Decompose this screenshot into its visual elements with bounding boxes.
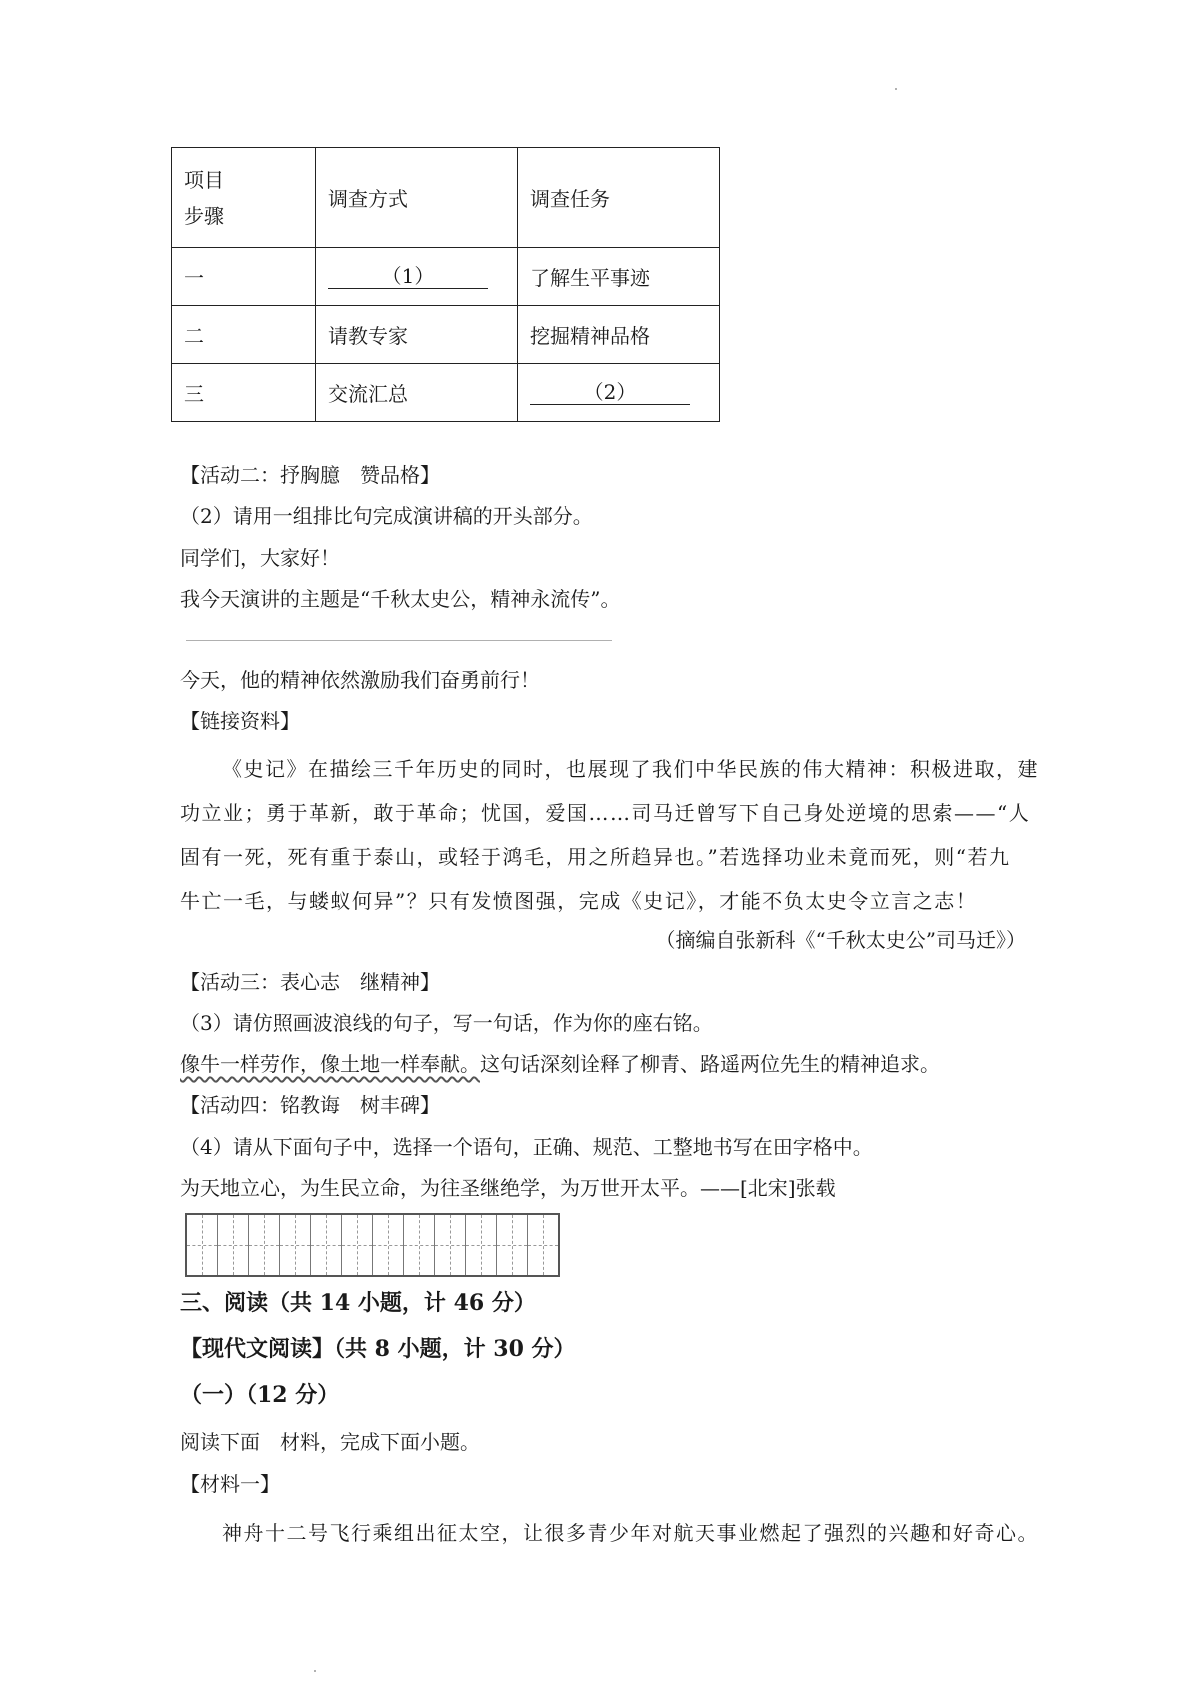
link-source: （摘编自张新科《“千秋太史公”司马迁》） — [655, 928, 1026, 952]
wavy-sentence: 像牛一样劳作，像土地一样奉献。 — [180, 1052, 480, 1076]
task-cell: 了解生平事迹 — [518, 248, 720, 306]
grid-cell[interactable] — [249, 1215, 280, 1275]
scan-dot-bottom — [314, 1670, 316, 1672]
answer-line[interactable] — [186, 640, 612, 641]
modern-reading-title: 【现代文阅读】（共 8 小题，计 30 分） — [180, 1336, 576, 1362]
grid-cell[interactable] — [342, 1215, 373, 1275]
header-step-label: 步骤 — [184, 203, 224, 228]
grid-cell[interactable] — [528, 1215, 558, 1275]
link-line-3: 固有一死，死有重于泰山，或轻于鸿毛，用之所趋异也。”若选择功业未竟而死，则“若九 — [180, 845, 1011, 869]
section3-title: 三、阅读（共 14 小题，计 46 分） — [180, 1290, 536, 1316]
table-row — [172, 248, 720, 306]
method-cell — [316, 248, 518, 306]
reading-instruction: 阅读下面 材料，完成下面小题。 — [180, 1430, 480, 1454]
step-cell: 三 — [172, 364, 316, 422]
grid-cell[interactable] — [404, 1215, 435, 1275]
activity3-example — [180, 1050, 940, 1078]
activity4-title: 【活动四：铭教诲 树丰碑】 — [180, 1093, 440, 1117]
activity2-title: 【活动二：抒胸臆 赞品格】 — [180, 463, 440, 487]
speech-topic: 我今天演讲的主题是“千秋太史公，精神永流传”。 — [180, 587, 621, 611]
header-item-label: 项目 — [184, 167, 224, 192]
method-cell: 请教专家 — [316, 306, 518, 364]
speech-greeting: 同学们，大家好！ — [180, 546, 340, 570]
grid-cell[interactable] — [466, 1215, 497, 1275]
scan-dot-top — [895, 88, 897, 90]
step-cell: 二 — [172, 306, 316, 364]
survey-table — [171, 147, 720, 422]
link-title: 【链接资料】 — [180, 709, 300, 733]
grid-cell[interactable] — [497, 1215, 528, 1275]
example-rest: 这句话深刻诠释了柳青、路遥两位先生的精神追求。 — [480, 1052, 940, 1076]
grid-cell[interactable] — [187, 1215, 218, 1275]
table-row — [172, 364, 720, 422]
header-cell-method: 调查方式 — [316, 148, 518, 248]
part1-title: （一）（12 分） — [180, 1382, 340, 1408]
grid-cell[interactable] — [373, 1215, 404, 1275]
activity4-question: （4）请从下面句子中，选择一个语句，正确、规范、工整地书写在田字格中。 — [180, 1135, 873, 1159]
fill-blank-1[interactable]: （1） — [328, 264, 488, 289]
method-cell: 交流汇总 — [316, 364, 518, 422]
task-cell — [518, 364, 720, 422]
material1-text: 神舟十二号飞行乘组出征太空，让很多青少年对航天事业燃起了强烈的兴趣和好奇心。 — [222, 1521, 1039, 1545]
task-cell: 挖掘精神品格 — [518, 306, 720, 364]
activity3-title: 【活动三：表心志 继精神】 — [180, 970, 440, 994]
grid-cell[interactable] — [311, 1215, 342, 1275]
tianzige-grid[interactable] — [185, 1213, 560, 1277]
link-line-2: 功立业；勇于革新，敢于革命；忧国，爱国……司马迁曾写下自己身处逆境的思索——“人 — [180, 801, 1031, 825]
activity2-question: （2）请用一组排比句完成演讲稿的开头部分。 — [180, 504, 593, 528]
link-line-1: 《史记》在描绘三千年历史的同时，也展现了我们中华民族的伟大精神：积极进取，建 — [222, 757, 1039, 781]
header-cell-item-step — [172, 148, 316, 248]
grid-cell[interactable] — [435, 1215, 466, 1275]
fill-blank-2[interactable]: （2） — [530, 380, 690, 405]
link-line-4: 牛亡一毛，与蝼蚁何异”？只有发愤图强，完成《史记》，才能不负太史令立言之志！ — [180, 889, 978, 913]
header-cell-task: 调查任务 — [518, 148, 720, 248]
table-header-row — [172, 148, 720, 248]
grid-cell[interactable] — [218, 1215, 249, 1275]
activity4-quote: 为天地立心，为生民立命，为往圣继绝学，为万世开太平。——[北宋]张载 — [180, 1176, 836, 1200]
material1-title: 【材料一】 — [180, 1472, 280, 1496]
step-cell: 一 — [172, 248, 316, 306]
speech-closing: 今天，他的精神依然激励我们奋勇前行！ — [180, 668, 540, 692]
activity3-question: （3）请仿照画波浪线的句子，写一句话，作为你的座右铭。 — [180, 1011, 713, 1035]
table-row — [172, 306, 720, 364]
grid-cell[interactable] — [280, 1215, 311, 1275]
